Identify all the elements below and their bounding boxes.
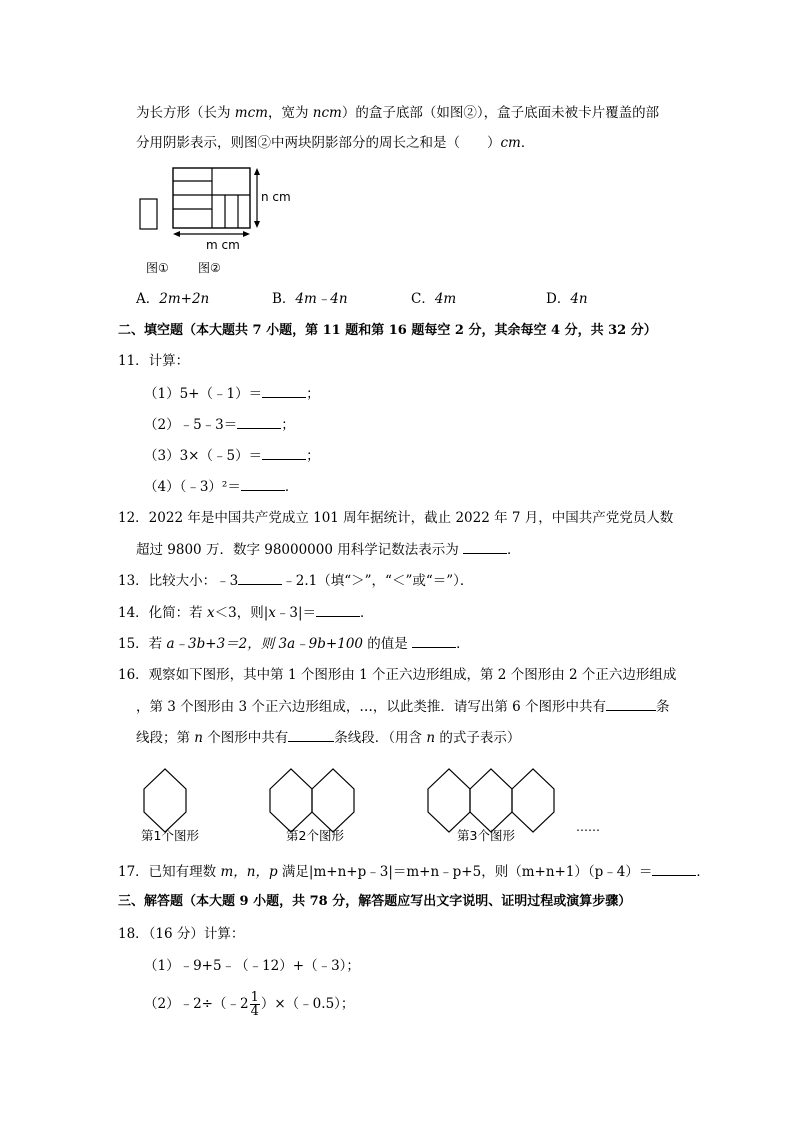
q14-text: ＜3，则| [214, 605, 269, 621]
hexagon-fig3-c [512, 769, 554, 832]
answer-blank[interactable] [262, 384, 306, 398]
q11-part2 [144, 415, 295, 434]
q13-text: 13．比较大小：﹣3 [118, 573, 239, 589]
q18-stem: 18．（16 分）计算： [118, 926, 245, 942]
figure-label-n: n cm [261, 190, 291, 204]
fraction-numerator: 1 [250, 990, 259, 1005]
q17-vars: m，n，p [220, 864, 278, 880]
q12-text: 超过 9800 万．数字 98000000 用科学记数法表示为 [136, 542, 464, 558]
q15-end: ． [456, 636, 470, 652]
figure-caption-2: 图② [198, 261, 221, 275]
q15-text: 15．若 [118, 636, 167, 652]
part-text: （1）5+（﹣1）＝ [144, 386, 263, 402]
q16-line1: 16．观察如下图形，其中第 1 个图形由 1 个正六边形组成，第 2 个图形由 2 个正六边形组成 [118, 667, 677, 683]
option-letter: C． [411, 291, 435, 307]
option-letter: D． [546, 291, 571, 307]
q16-text: ，第 3 个图形由 3 个正六边形组成，…，以此类推．请写出第 6 个图形中共有 [136, 699, 607, 715]
var-x: x [268, 605, 276, 621]
fig-label-1: 第1个图形 [141, 828, 199, 843]
q10-text: ）的盒子底部（如图②），盒子底面未被卡片覆盖的部 [341, 105, 660, 121]
q16-text: 的式子表示） [435, 730, 521, 746]
hexagon-fig2-b [312, 769, 354, 832]
q11-part1 [144, 384, 320, 403]
part-end: ； [281, 417, 295, 433]
option-expr: 4n [570, 291, 588, 307]
q18-text: （2）﹣2÷（﹣2 [144, 996, 249, 1012]
option-expr: 4m﹣4n [295, 291, 348, 307]
answer-blank[interactable] [237, 415, 281, 429]
q10-text: ，宽为 [267, 105, 313, 121]
part-text: （3）3×（﹣5）＝ [144, 448, 263, 464]
q17 [118, 862, 710, 881]
q11-part4 [144, 477, 298, 496]
q10-option-b [272, 290, 348, 308]
q10-stem-line2 [136, 134, 534, 152]
hexagon-fig1 [144, 769, 186, 832]
q13-text: ﹣2.1（填“＞”，“＜”或“＝”）． [282, 573, 474, 589]
q16-text: 个图形中共有 [203, 730, 289, 746]
q15 [118, 634, 470, 653]
hexagon-fig3-a [428, 769, 470, 832]
q18-part2 [144, 988, 354, 1020]
q10-figure [130, 160, 330, 278]
answer-blank[interactable] [288, 728, 334, 742]
figure1-card [140, 199, 157, 229]
answer-blank[interactable] [241, 477, 285, 491]
q12-end: ． [507, 542, 521, 558]
q15-expr: a﹣3b+3＝2，则 3a﹣9b+100 [166, 636, 363, 652]
q16-hexagon-figures [130, 760, 630, 850]
part-end: ； [306, 448, 320, 464]
fig-label-2: 第2个图形 [286, 828, 344, 843]
figure-caption-1: 图① [146, 261, 169, 275]
hexagon-fig3-b [470, 769, 512, 832]
answer-blank[interactable] [238, 571, 282, 585]
q10-option-d [546, 290, 588, 308]
option-letter: B． [272, 291, 296, 307]
q16-text: 线段；第 [136, 730, 195, 746]
fig-label-3: 第3个图形 [457, 828, 515, 843]
q10-option-a [136, 290, 209, 308]
option-expr: 2m+2n [159, 291, 210, 307]
unit-cm: cm [247, 105, 268, 121]
q16-text: 条线段．（用含 [334, 730, 427, 746]
answer-blank[interactable] [606, 697, 656, 711]
mixed-fraction [250, 991, 260, 1018]
var-x: x [206, 605, 215, 621]
q10-stem-line1 [136, 104, 659, 122]
q14-end: ． [360, 605, 374, 621]
option-expr: 4m [434, 291, 457, 307]
unit-cm: cm [500, 135, 521, 151]
q17-text: 17．已知有理数 [118, 864, 221, 880]
q14-text: ﹣3|＝ [275, 605, 317, 621]
answer-blank[interactable] [316, 603, 360, 617]
part-end: ． [284, 479, 299, 495]
var-n: n [312, 105, 322, 121]
q16-line2 [136, 697, 670, 716]
q14 [118, 603, 374, 622]
hexagon-fig2-a [270, 769, 312, 832]
q16-line3 [136, 728, 520, 747]
fraction-denominator: 4 [250, 1004, 259, 1019]
answer-blank[interactable] [262, 446, 306, 460]
part-text: （4）（﹣3）²＝ [144, 479, 241, 495]
figure-label-m: m cm [206, 238, 240, 252]
q12-line2 [136, 540, 521, 559]
q18-part1: （1）﹣9+5﹣（﹣12）+（﹣3）； [144, 958, 360, 974]
q17-text: 满足|m+n+p﹣3|＝m+n﹣p+5，则（m+n+1）（p﹣4）＝ [277, 864, 653, 880]
answer-blank[interactable] [463, 540, 507, 554]
answer-blank[interactable] [412, 634, 456, 648]
section-3-title: 三、解答题（本大题 9 小题，共 78 分，解答题应写出文字说明、证明过程或演算步骤） [118, 894, 632, 909]
q14-text: 14．化简：若 [118, 605, 207, 621]
q10-option-c [411, 290, 456, 308]
q11-stem: 11．计算： [118, 353, 190, 369]
q15-text: 的值是 [363, 636, 413, 652]
q10-text: ． [520, 135, 535, 151]
q10-text: 为长方形（长为 [136, 105, 235, 121]
var-m: m [234, 105, 248, 121]
q12-line1: 12．2022 年是中国共产党成立 101 周年据统计，截止 2022 年 7 月，中国共产党党员人数 [118, 510, 674, 526]
option-letter: A． [136, 291, 160, 307]
q18-text: ）×（﹣0.5）； [260, 996, 355, 1012]
q11-part3 [144, 446, 320, 465]
fig-ellipsis: …… [576, 820, 600, 834]
var-n: n [194, 730, 203, 746]
part-text: （2）﹣5﹣3＝ [144, 417, 238, 433]
var-n: n [426, 730, 436, 746]
q16-text: 条 [656, 699, 670, 715]
answer-blank[interactable] [652, 862, 696, 876]
section-2-title: 二、填空题（本大题共 7 小题，第 11 题和第 16 题每空 2 分，其余每空 4 分，共 32 分） [118, 323, 657, 338]
q13 [118, 571, 473, 590]
q10-text: 分用阴影表示，则图②中两块阴影部分的周长之和是（ ） [136, 135, 501, 151]
unit-cm: cm [321, 105, 342, 121]
part-end: ； [306, 386, 320, 402]
q17-end: ． [696, 864, 710, 880]
